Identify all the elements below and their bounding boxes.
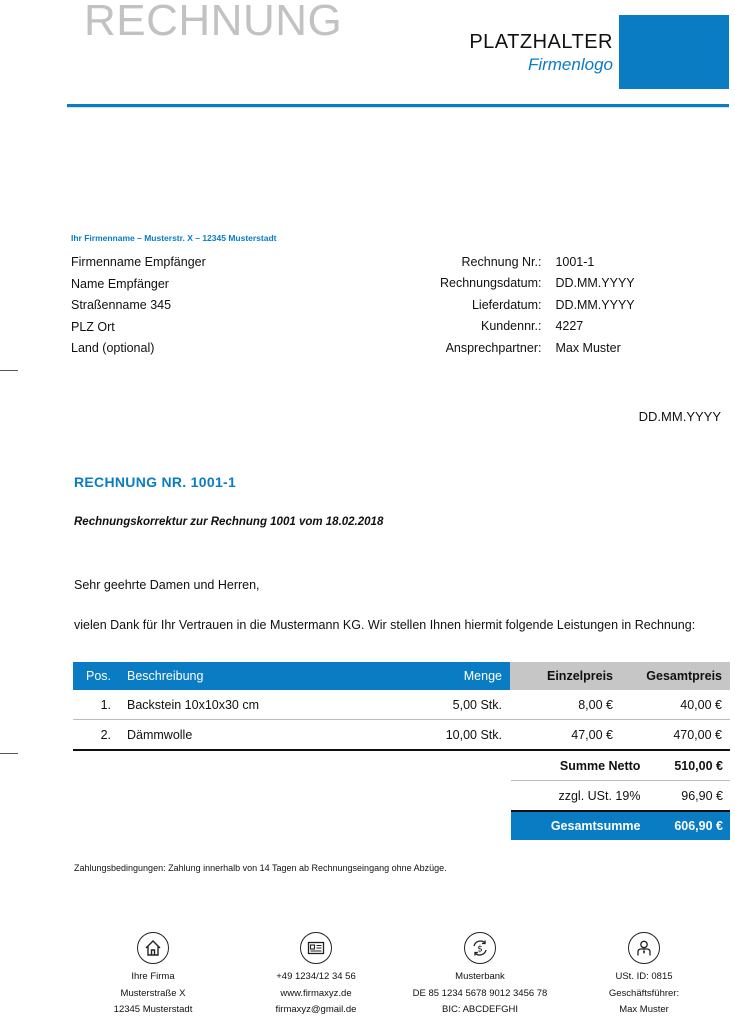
meta-value: 4227 [555, 319, 584, 334]
meta-label: Kundennr.: [480, 319, 542, 334]
recipient-line: Firmenname Empfänger [71, 255, 206, 269]
col-header-description: Beschreibung [119, 662, 404, 690]
col-header-total-price: Gesamtpreis [621, 662, 730, 690]
footer-line: Geschäftsführer: [608, 987, 680, 999]
footer-line: www.firmaxyz.de [280, 987, 352, 999]
col-header-unit-price: Einzelpreis [510, 662, 621, 690]
footer-column-company [73, 932, 233, 1019]
items-table [73, 662, 730, 751]
meta-value: 1001-1 [555, 254, 595, 269]
invoice-date: DD.MM.YYYY [638, 409, 721, 424]
cell-total-price: 470,00 € [621, 720, 730, 751]
items-header-row [73, 662, 730, 690]
vat-label: zzgl. USt. 19% [511, 781, 647, 812]
cell-pos: 1. [73, 690, 119, 720]
logo-box [619, 15, 729, 89]
header-divider-shadow [67, 107, 729, 108]
footer-column-management [564, 932, 724, 1019]
recipient-line: Land (optional) [71, 341, 155, 355]
meta-value: DD.MM.YYYY [555, 276, 635, 291]
fold-mark [0, 753, 18, 754]
meta-label: Ansprechpartner: [445, 340, 542, 355]
footer-line: Musterstraße X [120, 987, 186, 999]
table-row [73, 720, 730, 751]
cell-total-price: 40,00 € [621, 690, 730, 720]
cell-quantity: 10,00 Stk. [404, 720, 510, 751]
footer-line: DE 85 1234 5678 9012 3456 78 [412, 987, 548, 999]
footer-line: +49 1234/12 34 56 [276, 971, 356, 982]
logo-main-text: PLATZHALTER [469, 31, 613, 53]
cell-unit-price: 8,00 € [510, 690, 621, 720]
net-row [511, 751, 730, 781]
invoice-heading: RECHNUNG NR. 1001-1 [74, 474, 237, 490]
invoice-meta [440, 251, 635, 359]
payment-terms: Zahlungsbedingungen: Zahlung innerhalb von 14 Tagen ab Rechnungseingang ohne Abzüge. [74, 863, 447, 873]
recipient-line: Name Empfänger [71, 276, 169, 291]
recipient-address [71, 252, 206, 360]
cell-description: Dämmwolle [119, 720, 404, 751]
logo-sub-text: Firmenlogo [527, 55, 613, 74]
grand-total-label: Gesamtsumme [511, 811, 647, 840]
footer-column-contact [236, 932, 396, 1019]
money-exchange-icon [464, 932, 496, 964]
intro-text: vielen Dank für Ihr Vertrauen in die Mustermann KG. Wir stellen Ihnen hiermit folgende Leistungen in Rechnung: [74, 618, 696, 632]
correction-note: Rechnungskorrektur zur Rechnung 1001 vom 18.02.2018 [74, 516, 384, 528]
footer-line: Ihre Firma [131, 971, 175, 982]
cell-pos: 2. [73, 720, 119, 751]
house-icon [137, 932, 169, 964]
fold-mark [0, 370, 18, 371]
footer-line: 12345 Musterstadt [113, 1004, 193, 1015]
meta-label: Rechnung Nr.: [461, 254, 542, 269]
table-row [73, 690, 730, 720]
footer-line: firmaxyz@gmail.de [275, 1004, 357, 1015]
greeting: Sehr geehrte Damen und Herren, [74, 578, 260, 592]
footer-line: Musterbank [455, 971, 505, 982]
net-value: 510,00 € [647, 751, 730, 781]
vat-row [511, 781, 730, 812]
col-header-quantity: Menge [404, 662, 510, 690]
contact-card-icon [300, 932, 332, 964]
footer-column-bank [400, 932, 560, 1019]
footer-line: USt. ID: 0815 [615, 971, 673, 982]
meta-label: Lieferdatum: [471, 297, 542, 312]
svg-text:$: $ [477, 944, 483, 955]
meta-value: Max Muster [555, 340, 621, 355]
footer-line: Max Muster [619, 1004, 669, 1015]
cell-quantity: 5,00 Stk. [404, 690, 510, 720]
logo-placeholder-text [469, 30, 613, 76]
totals-table [511, 751, 730, 840]
recipient-line: Straßenname 345 [71, 298, 172, 312]
net-label: Summe Netto [511, 751, 647, 781]
vat-value: 96,90 € [647, 781, 730, 812]
grand-total-value: 606,90 € [647, 811, 730, 840]
meta-value: DD.MM.YYYY [555, 297, 635, 312]
sender-line: Ihr Firmenname – Musterstr. X – 12345 Musterstadt [71, 233, 277, 243]
cell-unit-price: 47,00 € [510, 720, 621, 751]
meta-label: Rechnungsdatum: [440, 276, 542, 291]
cell-description: Backstein 10x10x30 cm [119, 690, 404, 720]
grand-total-row [511, 811, 730, 840]
recipient-line: PLZ Ort [71, 319, 115, 334]
footer-line: BIC: ABCDEFGHI [441, 1004, 518, 1015]
person-icon [628, 932, 660, 964]
col-header-pos: Pos. [73, 662, 119, 690]
document-title: RECHNUNG [84, 0, 343, 45]
